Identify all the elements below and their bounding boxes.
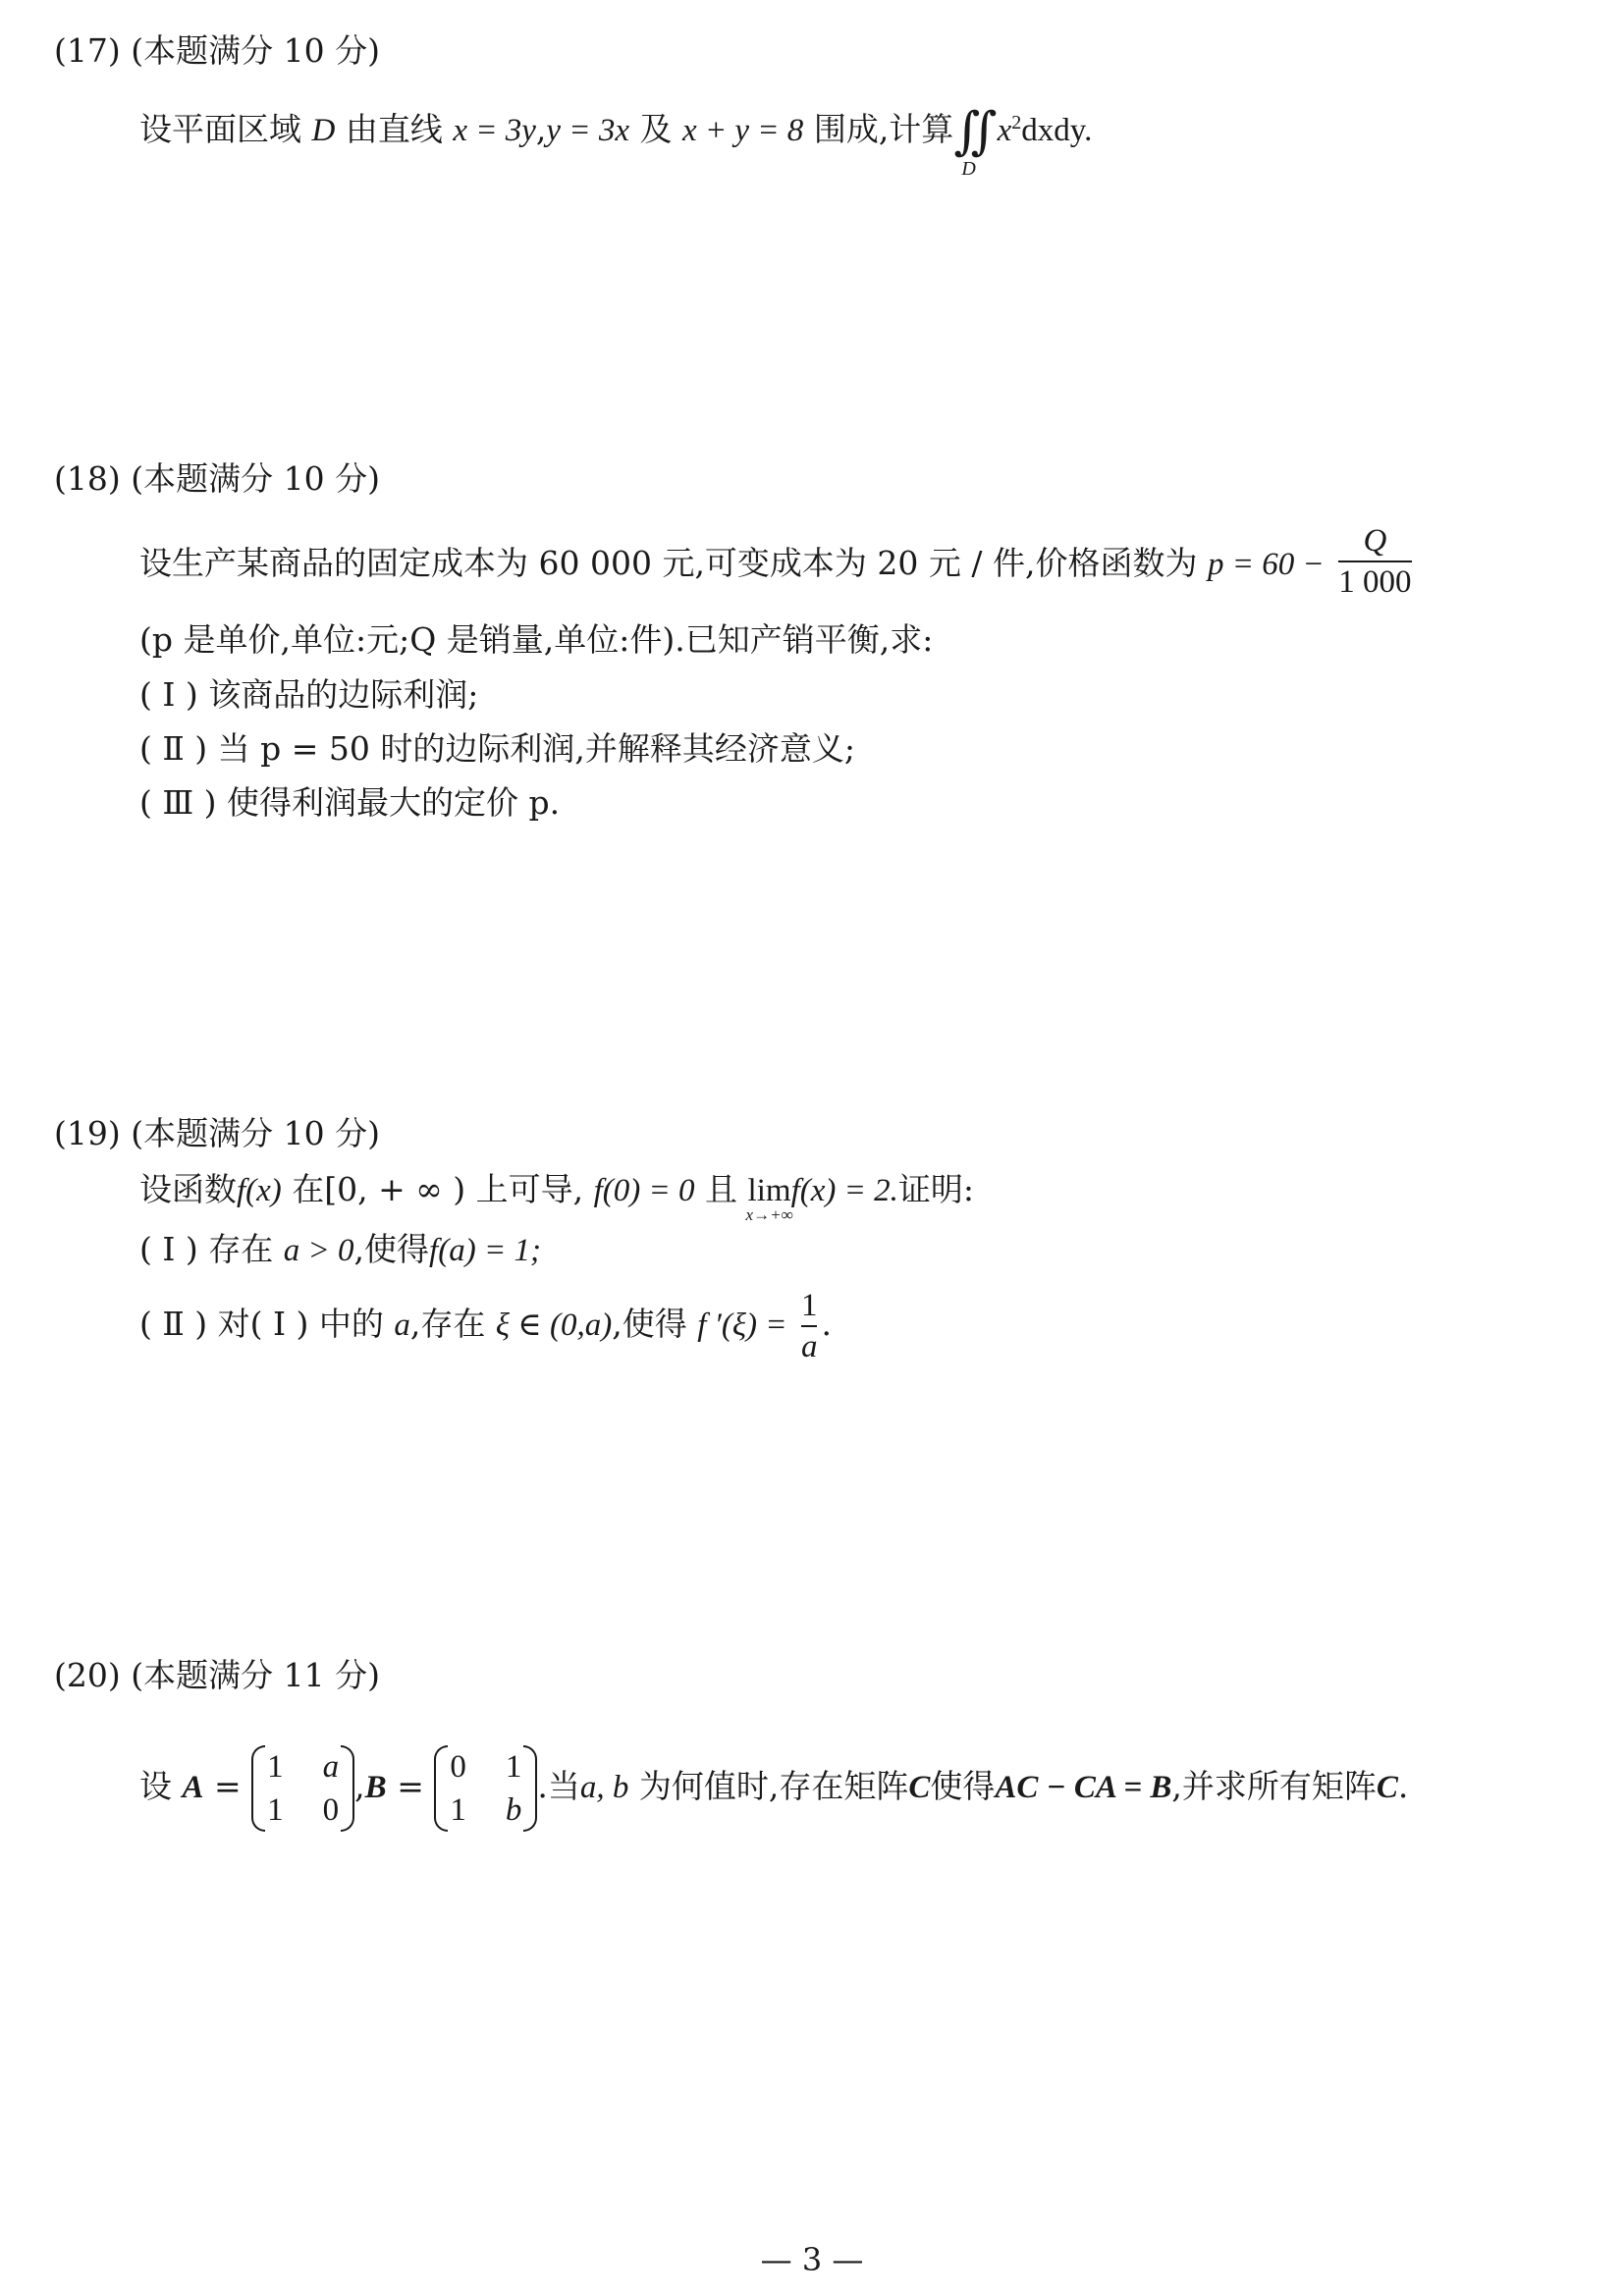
q18-item3: ( Ⅲ ) 使得利润最大的定价 p. [139,783,561,822]
q17-text-a: 设平面区域 [139,110,301,148]
q19-item1-d: f(a) = 1; [429,1233,541,1268]
q19-line1 [139,1170,974,1224]
q19-text-c: 且 [705,1170,738,1208]
q19-item1-b: a > 0 [283,1233,354,1268]
double-integral: ∬ D [953,102,998,180]
matrix-c-label: C [908,1770,931,1805]
q20-matrix-equation: AC − CA = B [995,1770,1172,1805]
q20-statement [139,1745,1408,1832]
q19-end: . [821,1305,832,1343]
q17-text-b: 由直线 [345,110,443,148]
q18-item1: ( Ⅰ ) 该商品的边际利润; [139,675,479,714]
q19-item2-a: ( Ⅱ ) 对( Ⅰ ) 中的 [139,1305,384,1343]
q19-item2-e: ,使得 [612,1305,687,1343]
q19-text-b: 在[0, + ∞ ) 上可导, [292,1170,584,1208]
q17-region-d: D [311,113,336,148]
q19-item2-c: ,存在 [409,1305,486,1343]
matrix-b-label: B [364,1770,387,1805]
q18-header: (18) (本题满分 10 分) [54,459,380,498]
q19-item2-b: a [394,1308,410,1343]
q17-eq1: x = 3y [453,113,536,148]
q17-statement [139,102,1093,180]
q18-frac-num: Q [1363,523,1387,559]
q17-integrand: x [997,113,1012,148]
q18-p-eq: p = 60 − [1208,547,1325,582]
q17-text-d: 围成,计算 [813,110,954,148]
q18-line1 [139,525,1416,606]
q20-eq-b: = [397,1767,424,1805]
q19-item2 [139,1286,832,1366]
q17-eq3: x + y = 8 [681,113,804,148]
matrix-a: 1 a 1 0 [251,1745,354,1832]
q20-text-d: ,并求所有矩阵 [1171,1767,1377,1805]
q20-eq-a: = [214,1767,242,1805]
q19-item2-f: f ′(ξ) = [697,1308,787,1343]
matrix-a-label: A [182,1770,204,1805]
q19-fx: f(x) [237,1173,282,1208]
q18-line2: (p 是单价,单位:元;Q 是销量,单位:件).已知产销平衡,求: [139,620,934,659]
q17-eq2: y = 3x [546,113,629,148]
q20-end: . [1397,1767,1409,1805]
q19-item1 [139,1230,541,1270]
matrix-c-label-2: C [1376,1770,1398,1805]
q18-line1-text: 设生产某商品的固定成本为 60 000 元,可变成本为 20 元 / 件,价格函数为 [139,544,1198,582]
q19-item1-a: ( Ⅰ ) 存在 [139,1230,274,1268]
q17-differentials: dxdy. [1021,113,1093,148]
q17-header: (17) (本题满分 10 分) [54,31,380,70]
q19-item2-d: ξ ∈ (0,a) [495,1308,613,1343]
q19-item1-c: ,使得 [353,1230,430,1268]
q17-sep1: , [535,110,547,148]
q20-header: (20) (本题满分 11 分) [54,1656,380,1694]
q20-text-b: 为何值时,存在矩阵 [638,1767,909,1805]
q18-fraction [1338,521,1411,602]
q19-lim-expr: f(x) = 2. [790,1173,898,1208]
q19-limit: lim x→+∞ [745,1173,793,1224]
matrix-b: 0 1 1 b [434,1745,537,1832]
q19-frac-num: 1 [800,1288,818,1323]
q17-text-c: 及 [639,110,673,148]
q20-text-a: .当 [537,1767,580,1805]
q18-item2: ( Ⅱ ) 当 p = 50 时的边际利润,并解释其经济意义; [139,729,855,768]
q20-lead: 设 [139,1767,172,1805]
q19-text-d: 证明: [897,1170,974,1208]
q19-header: (19) (本题满分 10 分) [54,1114,380,1152]
q19-fraction [801,1286,818,1366]
q20-comma: , [354,1767,365,1805]
q19-f0: f(0) = 0 [593,1173,695,1208]
q18-frac-den: 1 000 [1338,561,1411,602]
page-number: — 3 — [760,2241,864,2278]
q20-vars: a, b [579,1770,629,1805]
q17-exponent: 2 [1011,112,1022,133]
q19-text-a: 设函数 [139,1170,237,1208]
q20-text-c: 使得 [930,1767,996,1805]
q19-frac-den: a [801,1325,818,1366]
